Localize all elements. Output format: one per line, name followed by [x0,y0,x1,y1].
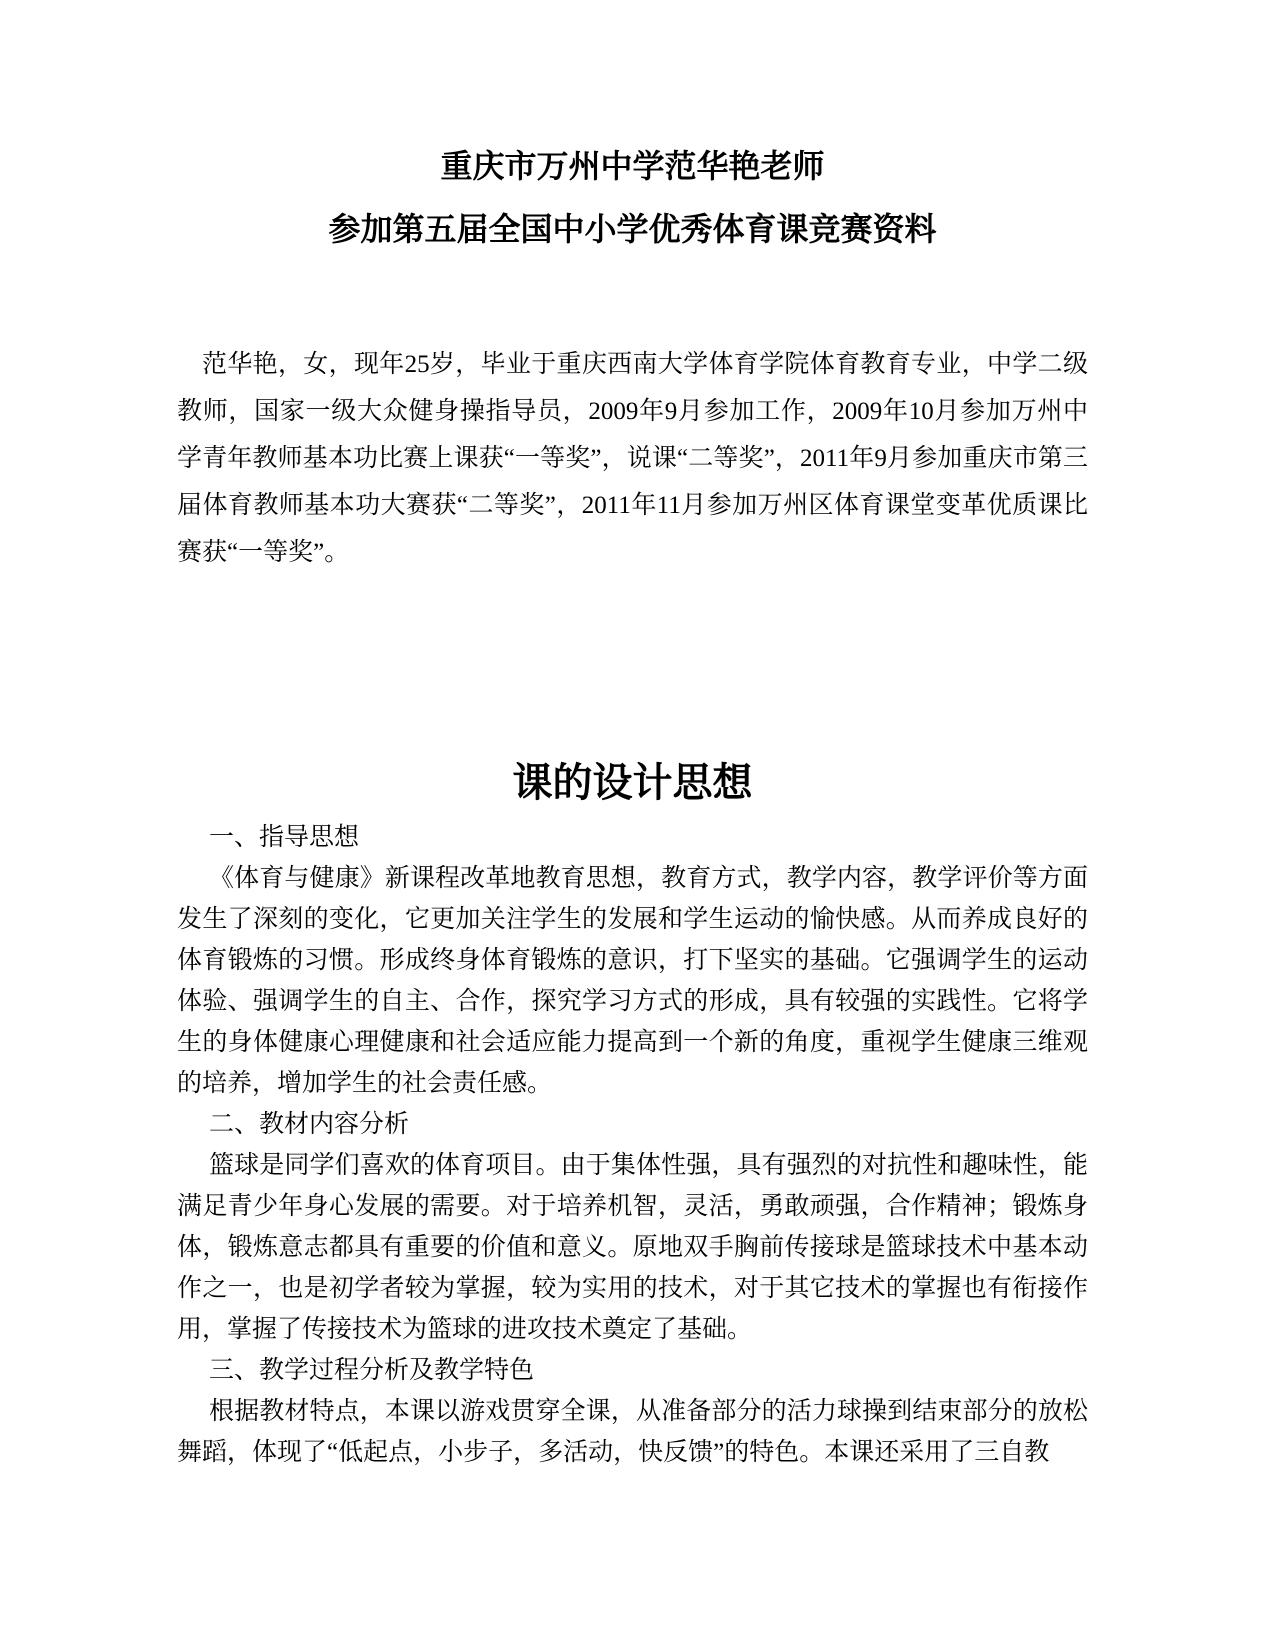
section-heading: 一、指导思想 [209,824,360,851]
page-content [177,0,1088,1473]
section-heading: 二、教材内容分析 [209,1111,410,1138]
doc-title-line-2: 参加第五届全国中小学优秀体育课竞赛资料 [328,211,937,247]
doc-title-line-1: 重庆市万州中学范华艳老师 [440,148,825,184]
section-body: 篮球是同学们喜欢的体育项目。由于集体性强，具有强烈的对抗性和趣味性，能满足青少年身心发展的需要。对于培养机智，灵活，勇敢顽强，合作精神；锻炼身体，锻炼意志都具有重要的价值和意义。原地双手胸前传接球是篮球技术中基本动作之一，也是初学者较为掌握，较为实用的技术，对于其它技术的掌握也有衔接作用，掌握了传接技术为篮球的进攻技术奠定了基础。 [177,1152,1088,1343]
doc-title-block [177,135,1088,261]
section-guiding-ideology [177,817,1088,1104]
section-teaching-material-analysis [177,1104,1088,1350]
sections [177,817,1088,1473]
section-teaching-process-analysis [177,1350,1088,1473]
intro-paragraph: 范华艳，女，现年25岁，毕业于重庆西南大学体育学院体育教育专业，中学二级教师，国家一级大众健身操指导员，2009年9月参加工作，2009年10月参加万州中学青年教师基本功比赛上课获“一等奖”，说课“二等奖”，2011年9月参加重庆市第三届体育教师基本功大赛获“二等奖”，2011年11月参加万州区体育课堂变革优质课比赛获“一等奖”。 [177,351,1088,566]
section-body: 根据教材特点，本课以游戏贯穿全课，从准备部分的活力球操到结束部分的放松舞蹈，体现了“低起点，小步子，多活动，快反馈”的特色。本课还采用了三自教 [177,1398,1088,1466]
section-body: 《体育与健康》新课程改革地教育思想，教育方式，教学内容，教学评价等方面发生了深刻的变化，它更加关注学生的发展和学生运动的愉快感。从而养成良好的体育锻炼的习惯。形成终身体育锻炼的意识，打下坚实的基础。它强调学生的运动体验、强调学生的自主、合作，探究学习方式的形成，具有较强的实践性。它将学生的身体健康心理健康和社会适应能力提高到一个新的角度，重视学生健康三维观的培养，增加学生的社会责任感。 [177,865,1088,1097]
section-heading: 三、教学过程分析及教学特色 [209,1357,535,1384]
chapter-heading: 课的设计思想 [512,760,753,805]
